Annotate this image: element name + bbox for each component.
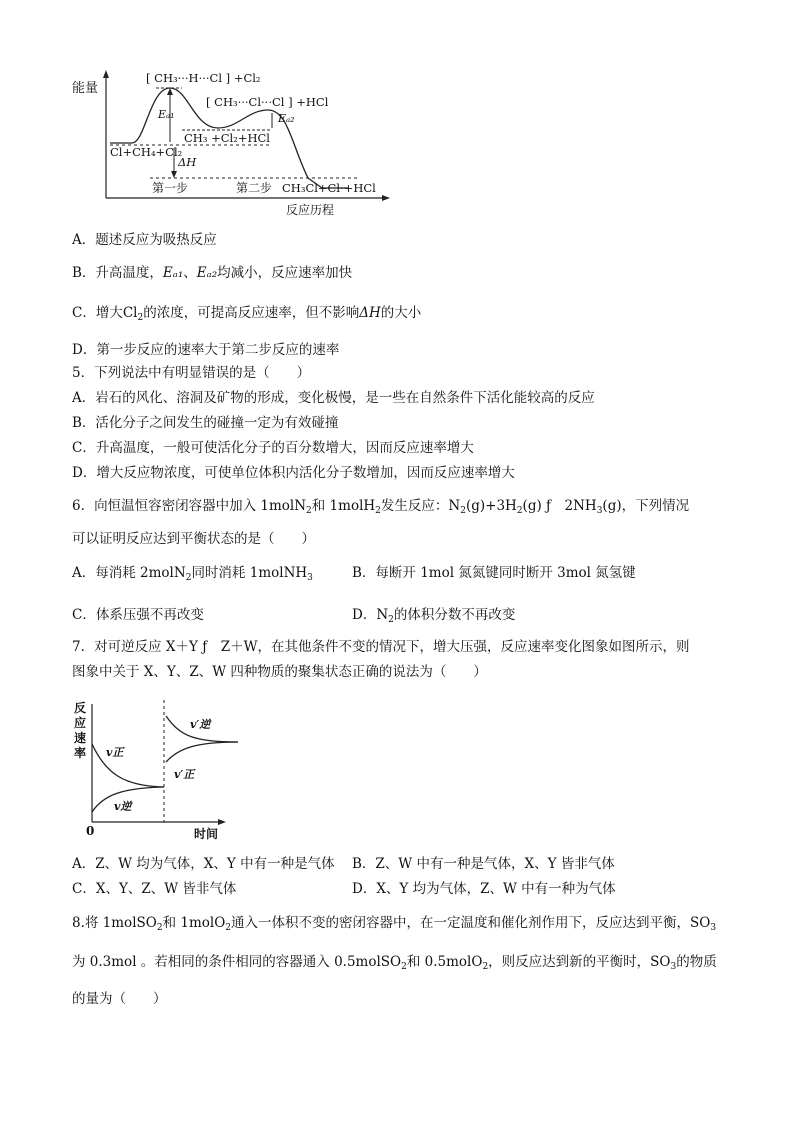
q6-s1a: 6．向恒温恒容密闭容器中加入 1molN: [72, 498, 307, 514]
q4-b-ea1: Eₐ₁: [162, 265, 184, 281]
rate-ylabel-1: 反: [74, 701, 87, 715]
q4-c-post: 的大小: [380, 305, 422, 321]
sub: 2: [225, 923, 231, 933]
q4-c-mid: 的浓度，可提高反应速率，但不影响: [143, 305, 360, 321]
v-fwd2-curve: [166, 742, 238, 762]
q7-option-b: B．Z、W 中有一种是气体，X、Y 皆非气体: [352, 856, 615, 872]
sub: 3: [710, 923, 717, 933]
sub: 2: [401, 962, 407, 972]
sub: 2: [375, 506, 381, 516]
intermediate-label: CH₃ +Cl₂+HCl: [184, 131, 270, 145]
ea1-arrow-head: [167, 88, 173, 95]
q5-stem: 5．下列说法中有明显错误的是（ ）: [72, 365, 311, 381]
q6-s1f: (g)，下列情况: [602, 498, 690, 514]
rate-xlabel: 时间: [194, 827, 219, 841]
ea2-label: Eₐ₂: [278, 112, 295, 125]
q8-l2c: ，则反应达到新的平衡时，SO: [488, 954, 671, 970]
q4-b-pre: B．升高温度，: [72, 265, 163, 281]
q4-b-ea2: Eₐ₂: [196, 265, 218, 281]
rate-ylabel-2: 应: [74, 716, 87, 730]
q8-line2: [72, 953, 717, 976]
q6-a-text2: 同时消耗 1molNH: [191, 565, 308, 581]
sub: 2: [516, 506, 523, 516]
rate-x-axis-arrow: [218, 819, 226, 825]
energy-ylabel: 能量: [72, 81, 99, 96]
ts1-label: [ CH₃···H···Cl ] +Cl₂: [146, 71, 261, 85]
q8-l2d: 的物质: [676, 954, 717, 970]
q6-s1e: (g) ƒ 2NH: [522, 498, 597, 514]
q4-option-b: [72, 264, 352, 282]
q8-l1c: 通入一体积不变的密闭容器中，在一定温度和催化剂作用下，反应达到平衡，SO: [231, 915, 711, 931]
sub: 2: [388, 615, 394, 625]
v-rev2-label: v′逆: [190, 718, 211, 731]
dh-arrow-head: [171, 171, 177, 178]
ea1-label: Eₐ₁: [158, 108, 175, 121]
v-rev-label: v逆: [114, 800, 132, 813]
q6-stem-line2: 可以证明反应达到平衡状态的是（ ）: [72, 531, 315, 547]
q7-option-d: D．X、Y 均为气体，Z、W 中有一种为气体: [352, 881, 616, 897]
x-axis-arrow: [382, 195, 390, 201]
sub: 2: [306, 506, 312, 516]
sub: 3: [307, 573, 313, 583]
q6-option-a: [72, 564, 313, 587]
q7-option-a: A．Z、W 均为气体，X、Y 中有一种是气体: [72, 856, 335, 872]
y-axis-arrow: [103, 70, 109, 78]
q5-option-b: B．活化分子之间发生的碰撞一定为有效碰撞: [72, 415, 339, 431]
q4-option-c: [72, 304, 421, 327]
q6-s1b: 和 1molH: [311, 498, 376, 514]
q6-option-b: B．每断开 1mol 氮氮键同时断开 3mol 氮氢键: [352, 565, 636, 581]
sub: 3: [670, 962, 677, 972]
sub: 3: [596, 506, 603, 516]
q6-option-d: [352, 606, 515, 629]
q7-stem-line2: 图象中关于 X、Y、Z、W 四种物质的聚集状态正确的说法为（ ）: [72, 664, 487, 680]
rate-origin: 0: [86, 824, 95, 838]
v-fwd2-label: v′正: [174, 768, 195, 781]
step1-label: 第一步: [152, 181, 189, 195]
q5-option-c: C．升高温度，一般可使活化分子的百分数增大，因而反应速率增大: [72, 440, 474, 456]
q6-d-text: D．N: [352, 607, 389, 623]
q6-stem-line1: [72, 497, 689, 520]
q4-b-sep: 、: [183, 265, 197, 281]
products-label: CH₃Cl+Cl·+HCl: [282, 181, 376, 195]
ts2-label: [ CH₃···Cl···Cl ] +HCl: [206, 95, 329, 109]
q7-option-c: C．X、Y、Z、W 皆非气体: [72, 881, 237, 897]
q8-l1b: 和 1molO: [162, 915, 226, 931]
q6-d-text2: 的体积分数不再改变: [393, 607, 516, 623]
sub: 2: [482, 962, 489, 972]
q8-line1: [72, 914, 716, 937]
rate-ylabel-3: 速: [74, 731, 87, 745]
q4-c-pre: C．增大Cl: [72, 305, 138, 321]
q8-l2b: 和 0.5molO: [406, 954, 483, 970]
q5-option-a: A．岩石的风化、溶洞及矿物的形成，变化极慢，是一些在自然条件下活化能较高的反应: [72, 390, 595, 406]
reactants-label: Cl+CH₄+Cl₂: [110, 145, 183, 159]
q8-l1a: 8.将 1molSO: [72, 915, 157, 931]
q4-option-d: D．第一步反应的速率大于第二步反应的速率: [72, 342, 340, 358]
q8-l2a: 为 0.3mol 。若相同的条件相同的容器通入 0.5molSO: [72, 954, 402, 970]
q4-b-post: 均减小，反应速率加快: [217, 265, 353, 281]
q4-c-sub: 2: [137, 313, 144, 323]
q6-option-c: C．体系压强不再改变: [72, 607, 204, 623]
rate-ylabel-4: 率: [74, 746, 87, 760]
v-fwd-curve: [92, 744, 164, 787]
q6-a-text: A．每消耗 2molN: [72, 565, 186, 581]
q4-c-dh: ΔH: [359, 305, 381, 321]
q5-option-d: D．增大反应物浓度，可使单位体积内活化分子数增加，因而反应速率增大: [72, 465, 515, 481]
rate-time-diagram: [70, 694, 250, 844]
q6-s1d: (g)+3H: [465, 498, 517, 514]
q6-s1c: 发生反应：N: [380, 498, 461, 514]
q4-option-a: A．题述反应为吸热反应: [72, 232, 217, 248]
v-fwd-label: v正: [106, 746, 124, 759]
q7-stem-line1: 7．对可逆反应 X＋Y ƒ Z＋W，在其他条件不变的情况下，增大压强，反应速率变化图象如图所示，则: [72, 639, 690, 655]
energy-diagram: [70, 66, 430, 216]
step2-label: 第二步: [236, 181, 273, 195]
sub: 2: [460, 506, 466, 516]
q8-line3: 的量为（ ）: [72, 991, 167, 1007]
dh-label: ΔH: [178, 155, 197, 169]
energy-xlabel: 反应历程: [286, 203, 335, 216]
sub: 2: [185, 573, 192, 583]
sub: 2: [156, 923, 163, 933]
